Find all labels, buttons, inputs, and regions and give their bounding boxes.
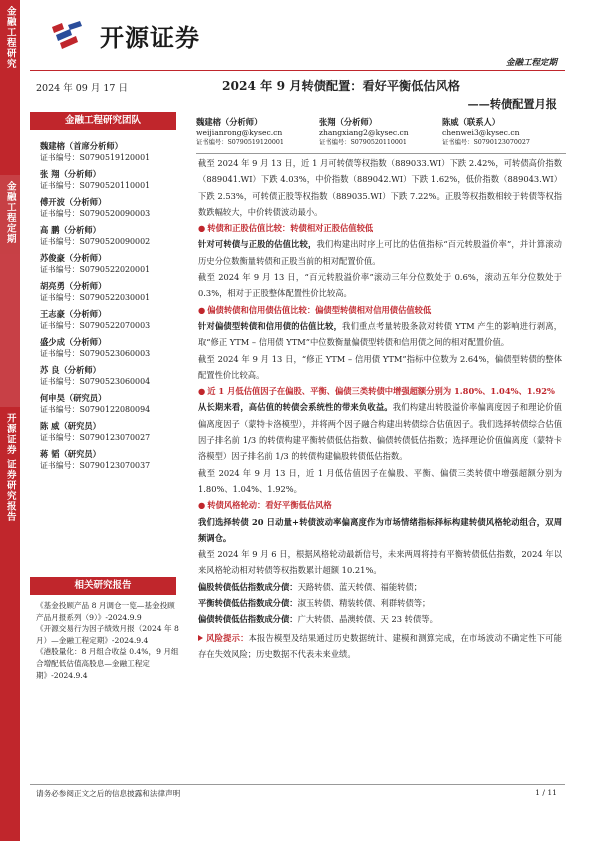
- analyst-name: 高 鹏（分析师）: [40, 225, 101, 235]
- side-band-research-text: 金融工程研究: [4, 6, 16, 69]
- author-name: 张翔（分析师）: [319, 117, 378, 127]
- report-date: 2024 年 09 月 17 日: [36, 83, 128, 94]
- paragraph-text: 我们构建出转股溢价率偏离度因子和理论价值偏离度因子（蒙特卡洛模型），并将两个因子融合构建出转债综合估值因子。我们选择转债综合估值因子排名前 1/3 的转债构建平衡转债低估指数、偏债转债低估指数；选择理论价值偏离度（蒙特卡洛模型）因子排名前 1/3 的转债构建偏股转债低估指数。: [198, 402, 562, 462]
- analyst-name: 苏 良（分析师）: [40, 365, 101, 375]
- author-cert: 证书编号：S0790520110001: [319, 139, 407, 146]
- risk-notice: [198, 630, 562, 663]
- body-paragraph: [198, 318, 562, 351]
- lead-text: 针对可转债与正股的估值比较，: [198, 239, 317, 250]
- analyst-cert: 证书编号：S0790523060004: [40, 377, 151, 386]
- logo-mark-icon: [50, 21, 94, 51]
- analyst-item: [40, 252, 180, 280]
- section-heading: [198, 497, 562, 513]
- lead-text: 针对偏债型转债和信用债的估值比较，: [198, 320, 343, 331]
- analyst-cert: 证书编号：S0790122080094: [40, 405, 151, 414]
- footer-divider: [30, 784, 565, 785]
- author-item: [196, 117, 319, 147]
- side-band-brand: [0, 407, 20, 841]
- analyst-list: [40, 140, 180, 476]
- report-body: [198, 155, 562, 662]
- company-logo: [50, 18, 200, 53]
- side-band-research: [0, 0, 20, 175]
- author-cert: 证书编号：S0790123070027: [442, 139, 530, 146]
- page-number: 1 / 11: [535, 788, 557, 797]
- section-heading: [198, 302, 562, 318]
- author-item: [319, 117, 442, 147]
- lead-text: 从长期来看，高估值的转债会系统性的带来负收益。: [198, 402, 393, 413]
- body-paragraph: 截至 2024 年 9 月 13 日，“修正 YTM – 信用债 YTM”指标中位数为 2.64%，偏债型转债的整体配置性价比较高。: [198, 353, 562, 380]
- section-heading-text: 偏债转债和信用债估值比较：偏债型转债相对信用债估值较低: [207, 304, 432, 315]
- report-title: 2024 年 9 月转债配置：看好平衡低估风格: [222, 79, 460, 93]
- author-cert: 证书编号：S0790519120001: [196, 139, 284, 146]
- analyst-name: 盛少成（分析师）: [40, 337, 107, 347]
- analyst-cert: 证书编号：S0790519120001: [40, 153, 151, 162]
- body-paragraph: 我们选择转债 20 日动量+转债波动率偏离度作为市场情绪指标择标构建转债风格轮动组合，双周频调仓。: [198, 516, 562, 543]
- section-heading-text: 转债和正股估值比较：转债相对正股估值较低: [207, 223, 374, 234]
- header-divider: [30, 70, 565, 71]
- body-paragraph: 截至 2024 年 9 月 13 日，近 1 月低估值因子在偏股、平衡、偏债三类转债中增强超额分别为 1.80%、1.04%、1.92%。: [198, 467, 562, 494]
- analyst-item: [40, 140, 180, 168]
- constituent-label: 偏债转债低估指数成分债：: [198, 614, 298, 625]
- analyst-cert: 证书编号：S0790522030001: [40, 293, 151, 302]
- triangle-bullet-icon: [198, 635, 203, 641]
- analyst-name: 胡亮勇（分析师）: [40, 281, 107, 291]
- bullet-icon: ●: [198, 223, 206, 234]
- section-heading: [198, 383, 562, 399]
- author-email[interactable]: chenwei3@kysec.cn: [442, 128, 520, 137]
- bullet-icon: ●: [198, 500, 206, 511]
- related-research-link[interactable]: 《开源交易行为因子绩效月报（2024 年 8 月）—金融工程定期》-2024.9.4: [36, 624, 179, 645]
- side-band-periodic-text: 金融工程定期: [4, 181, 16, 244]
- body-paragraph: [198, 399, 562, 464]
- intro-paragraph: 截至 2024 年 9 月 13 日，近 1 月可转债等权指数（889033.WI）下跌 2.42%，可转债高价指数（889041.WI）下跌 4.03%，中价指数（889042.WI）下跌 1.62%，低价指数（889043.WI）下跌 2.53%，可转债正股等权指数（889035.WI）下跌 7.22%。正股等权指数相较于转债等权指数跌幅较大，中价转债波动最小。: [198, 158, 562, 217]
- analyst-name: 何申昊（研究员）: [40, 393, 107, 403]
- section-heading: [198, 220, 562, 236]
- author-email[interactable]: zhangxiang2@kysec.cn: [319, 128, 409, 137]
- header-category-tag: 金融工程定期: [505, 58, 557, 68]
- analyst-item: [40, 308, 180, 336]
- body-paragraph: 截至 2024 年 9 月 6 日，根据风格轮动最新信号，未来两周将持有平衡转债低估指数，2024 年以来风格轮动相对转债等权指数累计超额 10.21%。: [198, 549, 562, 576]
- analyst-item: [40, 224, 180, 252]
- analyst-cert: 证书编号：S0790520090003: [40, 209, 151, 218]
- analyst-cert: 证书编号：S0790523060003: [40, 349, 151, 358]
- constituent-list: 广大转债、晶澳转债、天 23 转债等。: [297, 614, 438, 625]
- analyst-name: 苏俊豪（分析师）: [40, 253, 107, 263]
- paragraph-text: 我们构建出时序上可比的估值指标“百元转股溢价率”，并计算滚动历史分位数衡量转债和正股当前的相对配置价值。: [198, 239, 562, 266]
- analyst-cert: 证书编号：S0790520110001: [40, 181, 151, 190]
- author-email[interactable]: weijianrong@kysec.cn: [196, 128, 283, 137]
- constituent-list: 天路转债、蓝天转债、福能转债；: [297, 581, 423, 592]
- team-title-bar: 金融工程研究团队: [30, 112, 176, 130]
- risk-text: 本报告模型及结果通过历史数据统计、建模和测算完成，在市场波动不确定性下可能存在失效风险；历史数据不代表未来业绩。: [198, 632, 562, 659]
- constituent-line: [198, 611, 562, 627]
- author-name: 陈威（联系人）: [442, 117, 501, 127]
- side-band: [0, 0, 20, 841]
- analyst-item: [40, 392, 180, 420]
- risk-label: 风险提示：: [206, 632, 249, 643]
- constituent-label: 平衡转债低估指数成分债：: [198, 598, 298, 609]
- constituent-list: 淑玉转债、精装转债、利群转债等；: [297, 598, 431, 609]
- analyst-cert: 证书编号：S0790522070003: [40, 321, 151, 330]
- related-research-link[interactable]: 《基金投顾产品 8 月调仓一览—基金投顾产品月报系列（9）》-2024.9.9: [36, 601, 175, 622]
- analyst-item: [40, 364, 180, 392]
- analyst-item: [40, 168, 180, 196]
- analyst-name: 王志豪（分析师）: [40, 309, 107, 319]
- author-name: 魏建榕（分析师）: [196, 117, 263, 127]
- analyst-name: 张 翔（分析师）: [40, 169, 101, 179]
- analyst-name: 傅开波（分析师）: [40, 197, 107, 207]
- constituent-line: [198, 579, 562, 595]
- section-heading-text: 转债风格轮动：看好平衡低估风格: [207, 500, 332, 511]
- author-block: [196, 117, 566, 147]
- analyst-item: [40, 280, 180, 308]
- logo-text: 开源证券: [100, 24, 200, 52]
- section-heading-text: 近 1 月低估值因子在偏股、平衡、偏债三类转债中增强超额分别为 1.80%、1.04%、1.92%: [207, 386, 555, 397]
- author-item: [442, 117, 565, 147]
- side-band-brand-text: 开源证券 证券研究报告: [4, 413, 16, 523]
- related-research-list: [36, 600, 182, 681]
- body-paragraph: [198, 236, 562, 269]
- footer-disclaimer: 请务必参阅正文之后的信息披露和法律声明: [36, 789, 181, 798]
- analyst-item: [40, 196, 180, 224]
- analyst-cert: 证书编号：S0790123070027: [40, 433, 151, 442]
- analyst-name: 蒋 韬（研究员）: [40, 449, 101, 459]
- bullet-icon: ●: [198, 386, 206, 397]
- constituent-line: [198, 595, 562, 611]
- body-paragraph: 截至 2024 年 9 月 13 日，“百元转股溢价率”滚动三年分位数处于 0.6%，滚动五年分位数处于 0.3%，相对于正股整体配置性价比较高。: [198, 272, 562, 299]
- author-divider: [196, 153, 566, 154]
- related-research-link[interactable]: 《港股量化：8 月组合收益 0.4%，9 月组合增配低估值高股息—金融工程定期》-2024.9.4: [36, 647, 179, 680]
- analyst-item: [40, 448, 180, 476]
- report-subtitle: ——转债配置月报: [467, 97, 557, 111]
- paragraph-text: 我们重点考量转股条款对转债 YTM 产生的影响进行剥离，取“修正 YTM – 信用债 YTM”中位数衡量偏债型转债和信用债之间的相对配置价值。: [198, 320, 562, 348]
- analyst-cert: 证书编号：S0790123070037: [40, 461, 151, 470]
- analyst-cert: 证书编号：S0790522020001: [40, 265, 151, 274]
- bullet-icon: ●: [198, 304, 206, 315]
- analyst-name: 陈 威（研究员）: [40, 421, 101, 431]
- analyst-name: 魏建榕（首席分析师）: [40, 141, 123, 151]
- constituent-label: 偏股转债低估指数成分债：: [198, 581, 298, 592]
- side-band-periodic: [0, 175, 20, 407]
- related-research-title-bar: 相关研究报告: [30, 577, 176, 595]
- analyst-item: [40, 336, 180, 364]
- analyst-item: [40, 420, 180, 448]
- analyst-cert: 证书编号：S0790520090002: [40, 237, 151, 246]
